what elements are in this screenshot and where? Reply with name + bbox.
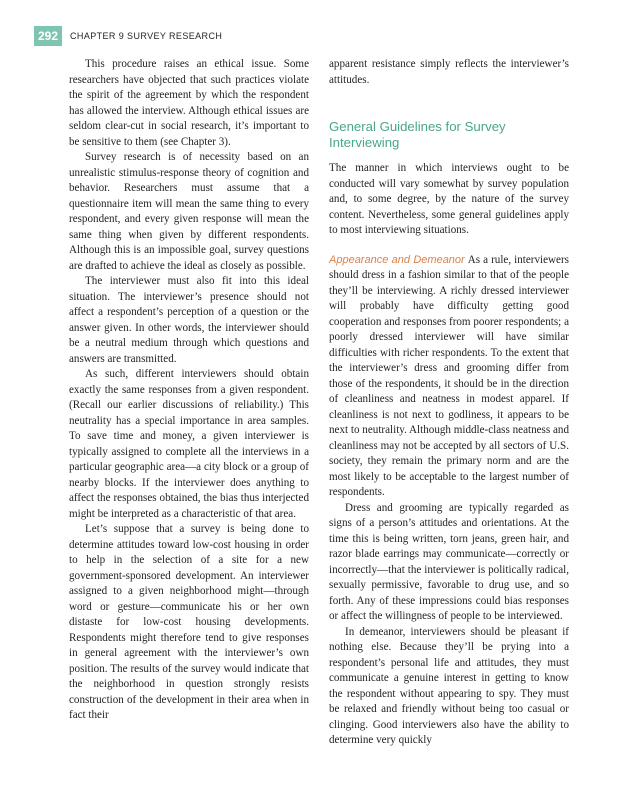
paragraph-text: As a rule, interviewers should dress in a fashion similar to that of the people they’ll be interviewing. A richly dressed interviewer will probably have difficulty getting good cooperation and responses from poorer respondents; a poorly dressed interviewer will have similar difficulties with richer respondents. To the extent that the interviewer’s dress and grooming differ from those of the respondents, it should be in the direction of cleanliness and neatness in modest apparel. If cleanliness is not next to godliness, it appears to be next to neutrality. Although middle-class neatness and cleanliness may not be accepted by all sectors of U.S. society, they remain the primary norm and are the most likely to be acceptable to the largest number of respondents. <box>329 253 569 498</box>
paragraph: As such, different interviewers should obtain exactly the same responses from a given respondent. (Recall our earlier discussions of reliability.) This neutrality has a special importance in area samples. To save time and money, a given interviewer is typically assigned to complete all the interviews in a particular geographic area—a city block or a group of nearby blocks. If the interviewer does anything to affect the responses obtained, the bias thus interjected might be interpreted as a characteristic of that area. <box>69 368 309 520</box>
runin-heading: Appearance and Demeanor <box>329 253 465 266</box>
paragraph: Dress and grooming are typically regarded as signs of a person’s attitudes and orientations. At the time this is being written, torn jeans, green hair, and razor blade earrings may communicate—correctly or incorrectly—that the interviewer is politically radical, sexually permissive, favorable to drug use, and so forth. Any of these impressions could bias responses or affect the willingness of people to be interviewed. <box>329 501 569 622</box>
paragraph: Let’s suppose that a survey is being done to determine attitudes toward low-cost housing in order to help in the selection of a site for a new government-sponsored development. An interviewer assigned to a given neighborhood might—through word or gesture—communicate his or her own distaste for low-cost housing developments. Respondents might therefore tend to give responses in general agreement with the interviewer’s own position. The results of the survey would indicate that the neighborhood in question strongly resists construction of the development in their area when in fact their <box>69 523 309 721</box>
paragraph-continuation: apparent resistance simply reflects the interviewer’s attitudes. <box>329 58 569 86</box>
page-number: 292 <box>34 26 62 46</box>
right-column <box>329 57 569 749</box>
left-column <box>69 57 309 724</box>
running-header <box>34 26 222 46</box>
paragraph: This procedure raises an ethical issue. Some researchers have objected that such practices violate the spirit of the agreement by which the respondent has allowed the interview. Although ethical issues are seldom clear-cut in social research, it’s important to be sensitive to them (see Chapter 3). <box>69 58 309 148</box>
paragraph: Survey research is of necessity based on an unrealistic stimulus-response theory of cognition and behavior. Researchers must assume that a questionnaire item will mean the same thing to every respondent, and every given response will mean the same thing when given by different respondents. Although this is an impossible goal, survey questions are drafted to achieve the ideal as closely as possible. <box>69 151 309 272</box>
section-heading: General Guidelines for Survey Interviewing <box>329 119 506 150</box>
paragraph: The manner in which interviews ought to be conducted will vary somewhat by survey population and, to some degree, by the nature of the survey content. Nevertheless, some general guidelines apply to most interviewing situations. <box>329 162 569 236</box>
paragraph: In demeanor, interviewers should be pleasant if nothing else. Because they’ll be prying into a respondent’s personal life and attitudes, they must communicate a genuine interest in getting to know the respondent without appearing to spy. They must be relaxed and friendly without being too casual or clinging. Good interviewers also have the ability to determine very quickly <box>329 625 569 746</box>
paragraph: The interviewer must also fit into this ideal situation. The interviewer’s presence should not affect a respondent’s perception of a question or the answer given. In other words, the interviewer should be a neutral medium through which questions and answers are transmitted. <box>69 275 309 365</box>
paragraph-with-runin <box>329 253 569 501</box>
chapter-title: CHAPTER 9 SURVEY RESEARCH <box>70 31 223 41</box>
